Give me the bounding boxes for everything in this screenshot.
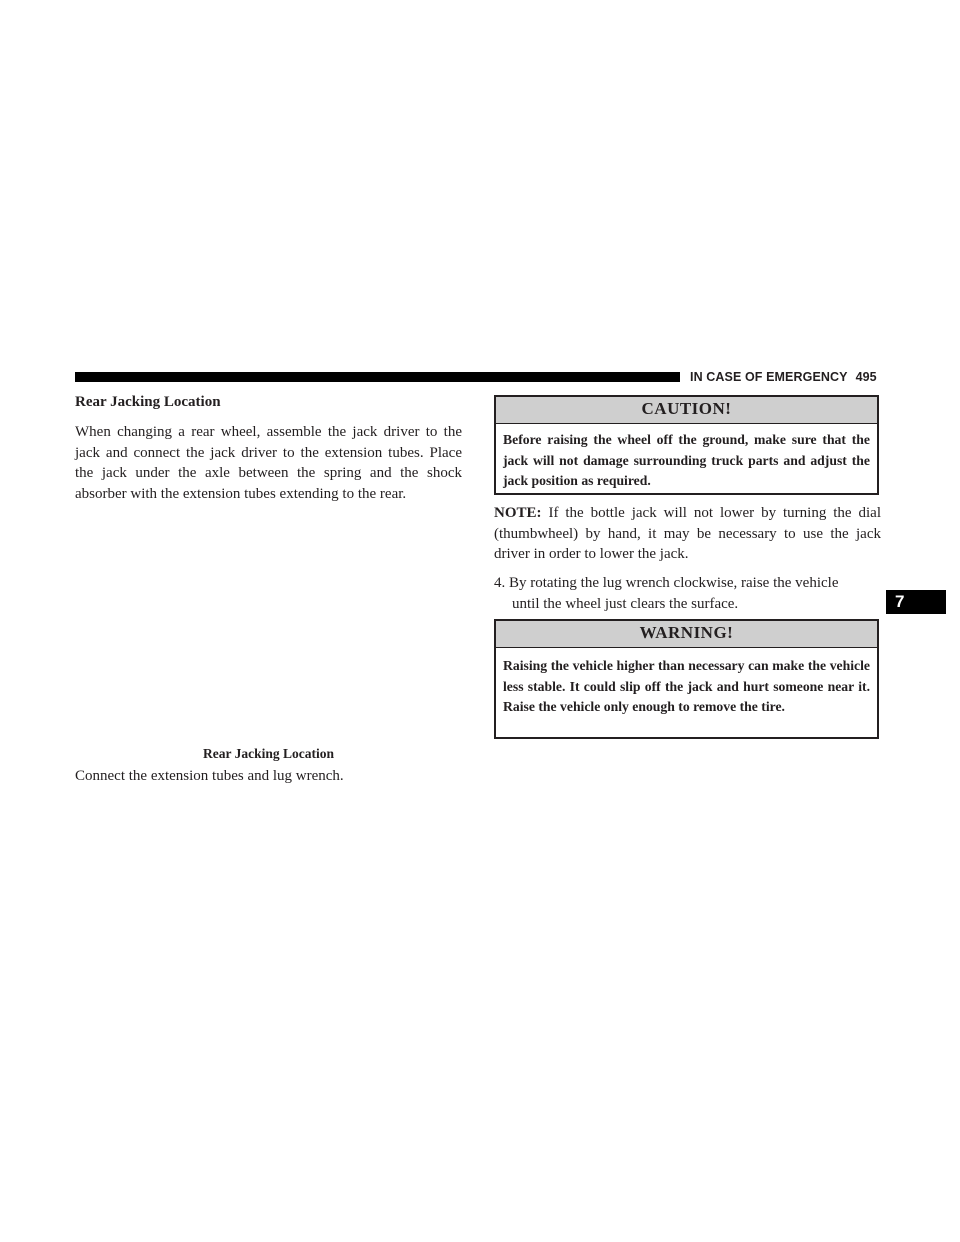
section-title: IN CASE OF EMERGENCY <box>690 370 848 384</box>
note-label: NOTE: <box>494 505 542 521</box>
caution-box <box>494 395 879 495</box>
page-number: 495 <box>855 370 877 384</box>
instruction-paragraph: When changing a rear wheel, assemble the jack driver to the jack and connect the jack driver to the extension tubes. Place the jack under the axle between the spring and the shock absorber with the extension tubes extending to the rear. <box>75 424 462 503</box>
step-item <box>494 573 881 614</box>
step-line-2: until the wheel just clears the surface. <box>512 595 739 612</box>
running-header <box>690 369 882 385</box>
step-line-1: 4. By rotating the lug wrench clockwise, raise the vehicle <box>494 575 839 591</box>
warning-title: WARNING! <box>496 621 877 648</box>
section-heading: Rear Jacking Location <box>75 394 221 410</box>
caution-title: CAUTION! <box>496 397 877 424</box>
figure-caption: Rear Jacking Location <box>203 746 334 761</box>
note-paragraph <box>494 503 881 565</box>
closing-paragraph: Connect the extension tubes and lug wrench. <box>75 768 344 784</box>
header-rule <box>75 372 680 382</box>
figure-placeholder <box>75 520 462 740</box>
left-column <box>75 392 462 505</box>
note-text: If the bottle jack will not lower by turning the dial (thumbwheel) by hand, it may be necessary to use the jack driver in order to lower the jack. <box>494 505 882 563</box>
caution-body: Before raising the wheel off the ground, make sure that the jack will not damage surrounding truck parts and adjust the jack position as required. <box>503 432 870 488</box>
chapter-tab: 7 <box>886 590 946 614</box>
warning-body: Raising the vehicle higher than necessary can make the vehicle less stable. It could slip off the jack and hurt someone near it. Raise the vehicle only enough to remove the tire. <box>503 658 870 714</box>
warning-box <box>494 619 879 739</box>
